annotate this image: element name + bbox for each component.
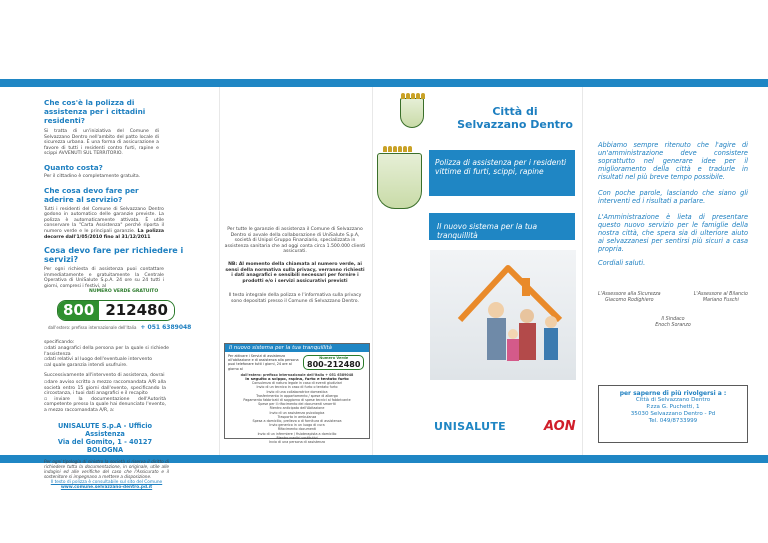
letter-p2: Con poche parole, lasciando che siano gli interventi ed i risultati a parlare. [598, 189, 748, 205]
q4-title: Cosa devo fare per richiedere i servizi? [44, 246, 184, 265]
signature-security: L'Assessore alla Sicurezza Giacomo Rodighiero [598, 292, 661, 303]
contact-line: 35030 Selvazzano Dentro - Pd [630, 411, 716, 417]
tagline-banner [429, 213, 575, 240]
city-title [455, 105, 575, 131]
specify-list [44, 346, 169, 368]
contact-line: Città di Selvazzano Dentro [635, 397, 711, 403]
letter-p1: Abbiamo sempre ritenuto che l'agire di un'amministrazione deve consistere soprattutto nel generare idee per il miglioramento della città e tradurle in risultati nel più breve tempo possibile. [598, 141, 748, 181]
fold-line [219, 87, 220, 455]
site-text: Il testo di polizza è consultabile sul sito del Comune [50, 479, 163, 485]
hotline[interactable] [57, 300, 175, 321]
card-line: Rifacimento documenti [277, 427, 317, 432]
hotline-block [44, 290, 214, 322]
hotline-digits: 212480 [99, 301, 174, 320]
list-item: ▫dati anagrafici della persona per la quale si richiede l'assistenza [44, 346, 169, 357]
q1-title: Che cos'è la polizza di assistenza per i cittadini residenti? [44, 98, 146, 125]
q3-block [44, 207, 164, 241]
policy-banner [429, 150, 575, 196]
q3-bold: La polizza decorre dall'1/05/2010 fino al 31/12/2011 [44, 228, 164, 240]
q2-text: Per il cittadino è completamente gratuita. [44, 173, 141, 179]
card-header: Il nuovo sistema per la tua tranquillità [225, 344, 369, 352]
partner-intro: Per tutte le garanzie di assistenza il Comune di Selvazzano Dentro si avvale della collaborazione di UniSalute S.p.A, società di Unipol Gruppo Finanziario, specializzata in assistenza sanitaria che ad oggi conta circa 1.500.000 clienti assicurati. [224, 227, 366, 255]
signatures [598, 292, 748, 304]
privacy-note: NB: Al momento della chiamata al numero verde, ai sensi della normativa sulla privacy, verranno richiesti i dati anagrafici e sensibili necessari per fornire i prodotti e/o i servizi assicurativi previsti [225, 261, 365, 284]
family-house-illustration [430, 250, 576, 380]
policy-text: Polizza di assistenza per i residenti vittime di furti, scippi, rapine [435, 158, 567, 176]
card-line: Invio di un assistenza psicologica [269, 410, 325, 415]
card-line: Pagamento fabbricati di soggiorno di spese tecnici al fabbricante [243, 398, 351, 403]
site-link[interactable]: www.comune.selvazzano-dentro.pd.it [60, 484, 153, 490]
contact-line: P.zza G. Puchetti, 1 [646, 404, 700, 410]
q4-text: Per ogni richiesta di assistenza puoi contattare immediatamente e gratuitamente la Centrale Operativa di UniSalute S.p.A. 24 ore su 24 tutti i giorni, compresi i festivi, al [44, 267, 164, 289]
contact-phone[interactable]: Tel. 049/8733999 [648, 418, 698, 424]
q1-text: Si tratta di un'iniziativa del Comune di Selvazzano Dentro nell'ambito del patto locale di sicurezza urbana. È una forma di assicurazione a favore di tutti i residenti contro furti, rapine e scippi AVVENUTI SUL TERRITORIO. [44, 129, 159, 157]
unisalute-logo: UNISALUTE [434, 420, 506, 433]
hotline-number[interactable] [57, 300, 175, 321]
full-text-note: Il testo integrale della polizza e l'informativa sulla privacy sono depositati presso il Comune di Selvazzano Dentro. [228, 293, 362, 304]
q3-title: Che cosa devo fare per aderire al servizio? [44, 185, 139, 204]
card-line: Rientro anticipato dell'Abitazione [269, 406, 325, 411]
office-line1: UNISALUTE S.p.A - Ufficio Assistenza [57, 421, 153, 438]
list-item: ▫dati relativi al luogo dell'eventuale intervento [44, 357, 153, 363]
abroad-number[interactable]: + 051 6389048 [140, 323, 192, 331]
card-intro: Per attivare i Servizi di assistenza all'abitazione e di assistenza alla persona puoi telefonare tutti i giorni, 24 ore al giorno al [228, 354, 299, 371]
card-head2: In seguito a scippo, rapina, furto e tentato furto [245, 376, 349, 382]
list-item: ▫al quale garanzia intendi usufruire. [44, 362, 128, 368]
hotline-label: NUMERO VERDE GRATUITO [89, 288, 159, 294]
office-address [44, 422, 166, 454]
letter-p4: Cordiali saluti. [598, 259, 646, 267]
crown-icon [401, 93, 425, 99]
top-band [0, 79, 768, 87]
fold-line [372, 87, 373, 455]
tagline: Il nuovo sistema per la tua tranquillità [437, 222, 538, 240]
card-line: Invio di una collaboratrice domestica [266, 389, 328, 394]
q2-title: Quanto costa? [44, 162, 103, 172]
assistance-card [224, 343, 370, 445]
list-item: ▫dare avviso scritto a mezzo raccomandata A/R alla società entro 15 giorni dall'evento, specificando la circostanza, i tuoi dati anagrafici e il recapito [44, 380, 166, 397]
office-line2: Via del Gomito, 1 - 40127 BOLOGNA [57, 437, 153, 454]
note-text: Per ogni tipologia di sinistro la società si riserva il diritto di richiedere tutta la documentazione, in originale, utile alle indagini ed alle verifiche del caso che l'Assicurato e il sostenitore si impegnano a mettere a disposizione. [44, 458, 169, 479]
contact-box [598, 385, 748, 443]
after-list [44, 380, 166, 414]
abroad-line [48, 324, 214, 331]
contact-title: per saperne di più rivolgersi a : [619, 390, 727, 397]
card-hotline-label: Numero Verde [319, 355, 349, 360]
coat-of-arms-large [377, 153, 422, 209]
card-lines [225, 381, 369, 444]
card-line: Trasferimento in appartamento / spese di albergo [256, 393, 338, 398]
card-line: Invio di un infermiere / fisioterapista a domicilio [257, 431, 337, 436]
card-hotline: 800-212480 [307, 359, 361, 369]
fold-line [582, 87, 583, 455]
card-line: Spese per il rifacimento dei documenti smarriti [258, 402, 336, 407]
abroad-label: dall'estero: prefisso internazionale dell'Italia [48, 324, 137, 330]
city-name-2: Selvazzano Dentro [457, 118, 573, 131]
card-line: Invio di un tecnico in caso di furto o tentato furto [256, 385, 338, 390]
aon-logo: AON [544, 419, 576, 434]
city-name-1: Città di [492, 105, 538, 118]
site-block [44, 480, 169, 490]
list-item: ▫inviare la documentazione dell'Autorità competente presso la quale hai denunciato l'evento, a mezzo raccomandata A/R, a: [44, 396, 166, 414]
card-line: Invio generico in un luogo di cura [269, 423, 325, 428]
card-hotline-box[interactable] [303, 355, 364, 370]
card-top [225, 352, 369, 373]
letter-p3: L'Amministrazione è lieta di presentare questo nuovo servizio per le famiglie della nostra città, che spera sia di ulteriore aiuto ai selvazzanesi per sentirsi più sicuri a casa propria. [598, 213, 748, 253]
panel-info [44, 87, 214, 490]
card-line: Invio di una persona di assistenza [269, 440, 325, 445]
card-line: Rientro medici sostitutivi [276, 435, 318, 440]
card-line: Spesa a domicilio, prelievo o di fornitura di assistenza [252, 419, 342, 424]
hotline-prefix: 800 [58, 301, 99, 320]
family-house-photo [430, 250, 576, 380]
specify-intro: specificando: [44, 339, 75, 345]
signature-mayor: Il Sindaco Enoch Soranzo [655, 317, 691, 328]
card-line: Trasporto in ambulanza [277, 414, 317, 419]
card-line: Consulenza di natura legale in caso di eventi giudiziari [251, 381, 343, 386]
card-abroad: dall'estero: prefisso internazionale dell'Italia + 051 6389048 [240, 372, 354, 377]
signature-budget: L'Assessore al Bilancio Mariano Fuschi [693, 292, 748, 303]
crown-icon [383, 146, 412, 152]
q3-text: Tutti i residenti del Comune di Selvazzano Dentro godono in automatico delle garanzie previste. La polizza è automaticamente attivata. È utile conservare la "Carta Assistenza" perché riporta il numero verde e le principali garanzie. [44, 206, 164, 234]
coat-of-arms-small [400, 98, 424, 128]
after-intro: Successivamente all'intervento di assistenza, dovrai [44, 373, 165, 379]
